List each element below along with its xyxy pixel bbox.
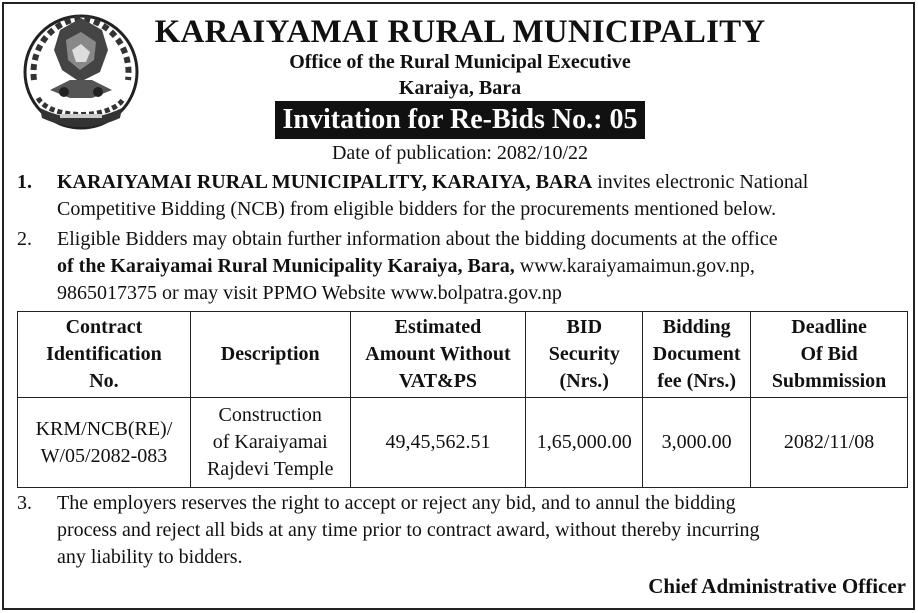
cell-description: Construction of Karaiyamai Rajdevi Temple (190, 398, 350, 488)
header-bid-security: BID Security (Nrs.) (526, 312, 643, 398)
clause-3-line-1: The employers reserves the right to accept or reject any bid, and to annul the bidding (57, 492, 736, 514)
clause-2-bold: of the Karaiyamai Rural Municipality Karaiya, Bara, (57, 255, 515, 277)
cell-doc-fee: 3,000.00 (643, 398, 751, 488)
nepal-emblem-icon (20, 10, 142, 138)
clause-3-number: 3. (17, 492, 32, 514)
clause-3-line-3: any liability to bidders. (57, 546, 243, 568)
header-description: Description (190, 312, 350, 398)
header-doc-fee: Bidding Document fee (Nrs.) (643, 312, 751, 398)
clause-1-number: 1. (17, 171, 32, 193)
cell-deadline: 2082/11/08 (751, 398, 908, 488)
cell-amount: 49,45,562.51 (350, 398, 526, 488)
location: Karaiya, Bara (398, 77, 522, 99)
office-name: Office of the Rural Municipal Executive (289, 51, 631, 73)
header-deadline: Deadline Of Bid Submmission (751, 312, 908, 398)
clause-1-line-1 (57, 170, 907, 194)
municipality-title: KARAIYAMAI RURAL MUNICIPALITY (154, 14, 766, 50)
clause-1-bold: KARAIYAMAI RURAL MUNICIPALITY, KARAIYA, BARA (57, 171, 593, 193)
table-row (18, 398, 908, 488)
cell-bid-security: 1,65,000.00 (526, 398, 643, 488)
clause-2-rest: www.karaiyamaimun.gov.np, (514, 255, 755, 277)
clause-2-line-3: 9865017375 or may visit PPMO Website www.bolpatra.gov.np (57, 282, 562, 304)
clause-3-line-2: process and reject all bids at any time prior to contract award, without thereby incurring (57, 519, 760, 541)
notice-title: Invitation for Re-Bids No.: 05 (275, 101, 646, 139)
header-contract-id: Contract Identification No. (18, 312, 191, 398)
notice-title-wrap (140, 101, 780, 139)
clause-2-line-1: Eligible Bidders may obtain further information about the bidding documents at the office (57, 228, 778, 250)
table-header-row (18, 312, 908, 398)
header-amount: Estimated Amount Without VAT&PS (350, 312, 526, 398)
publication-date: Date of publication: 2082/10/22 (331, 142, 589, 164)
cell-contract-id: KRM/NCB(RE)/ W/05/2082-083 (18, 398, 191, 488)
clause-1-line-2: Competitive Bidding (NCB) from eligible bidders for the procurements mentioned below. (57, 198, 777, 220)
signoff: Chief Administrative Officer (648, 574, 906, 598)
clause-2-line-2 (57, 254, 907, 278)
clause-2-number: 2. (17, 228, 32, 250)
clause-1-rest: invites electronic National (592, 171, 809, 193)
bid-table (17, 311, 908, 488)
